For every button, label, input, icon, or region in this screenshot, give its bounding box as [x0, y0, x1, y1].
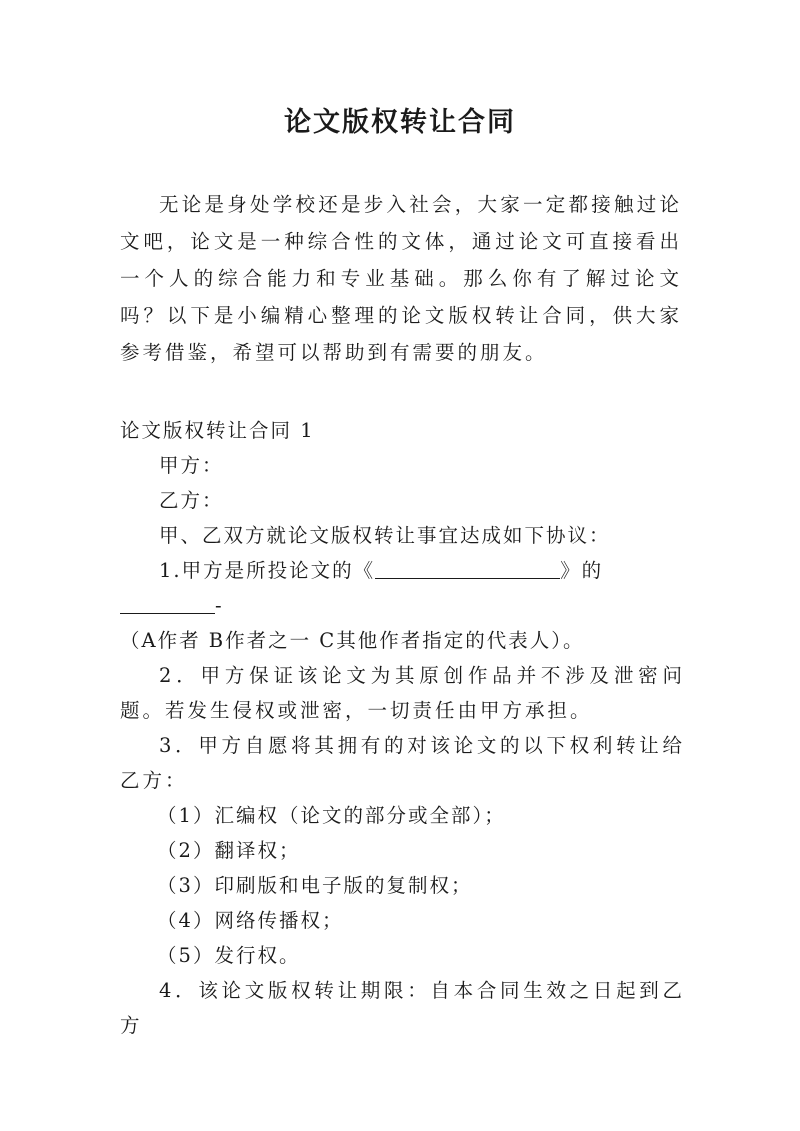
- clause-1-prefix: 1.甲方是所投论文的《: [159, 559, 376, 582]
- clause-4: 4．该论文版权转让期限：自本合同生效之日起到乙方: [120, 979, 685, 1037]
- document-title: 论文版权转让合同: [284, 107, 516, 138]
- author-role-blank: [120, 594, 215, 615]
- clause-3: 3．甲方自愿将其拥有的对该论文的以下权利转让给乙方：: [120, 734, 685, 792]
- party-a-line: 甲方：: [159, 454, 224, 477]
- rights-item: （5）发行权。: [157, 944, 301, 967]
- rights-item: （3）印刷版和电子版的复制权；: [157, 874, 473, 897]
- section-heading: 论文版权转让合同 1: [120, 419, 315, 442]
- clause-2: 2．甲方保证该论文为其原创作品并不涉及泄密问题。若发生侵权或泄密，一切责任由甲方承担。: [120, 664, 685, 722]
- contract-body: [120, 413, 685, 1043]
- agreement-line: 甲、乙双方就论文版权转让事宜达成如下协议：: [159, 524, 611, 547]
- rights-item: （1）汇编权（论文的部分或全部）；: [157, 804, 506, 827]
- intro-paragraph: 无论是身处学校还是步入社会，大家一定都接触过论文吧，论文是一种综合性的文体，通过论文可直接看出一个人的综合能力和专业基础。那么你有了解过论文吗？以下是小编精心整理的论文版权转让合同，供大家参考借鉴，希望可以帮助到有需要的朋友。: [120, 193, 682, 364]
- clause-1: [120, 553, 685, 623]
- rights-item: （2）翻译权；: [157, 839, 301, 862]
- clause-1-continuation: （A作者 B作者之一 C其他作者指定的代表人）。: [120, 629, 585, 652]
- clause-1-mid: 》的: [560, 559, 604, 582]
- rights-item: （4）网络传播权；: [157, 909, 344, 932]
- paper-title-blank: [375, 559, 560, 580]
- party-b-line: 乙方：: [159, 489, 224, 512]
- clause-1-suffix: -: [215, 594, 224, 617]
